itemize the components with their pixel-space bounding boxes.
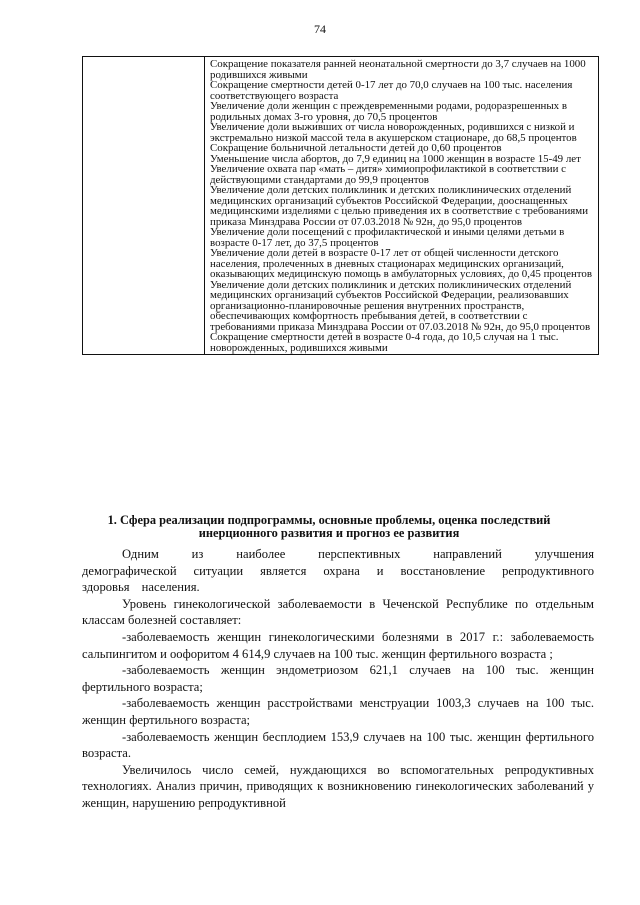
indicator-item: Сокращение смертности детей 0-17 лет до 70,0 случаев на 100 тыс. населения соответствующего возраста bbox=[210, 79, 573, 102]
table-indicators-cell bbox=[205, 57, 599, 355]
table-row bbox=[83, 57, 599, 355]
indicator-item: Сокращение смертности детей в возрасте 0-4 года, до 10,5 случая на 1 тыс. новорожденных, родившихся живыми bbox=[210, 331, 559, 354]
paragraph: Одним из наиболее перспективных направлений улучшения демографической ситуации является охрана и восстановление репродуктивного здоровья населения. bbox=[82, 547, 594, 595]
indicator-item: Увеличение охвата пар «мать – дитя» химиопрофилактикой в соответствии с действующими стандартами до 99,9 процентов bbox=[210, 163, 566, 186]
indicator-item: Увеличение доли выживших от числа новорожденных, родившихся с низкой и экстремально низкой массой тела в акушерском стационаре, до 68,5 процентов bbox=[210, 121, 577, 144]
indicator-item: Уменьшение числа абортов, до 7,9 единиц на 1000 женщин в возрасте 15-49 лет bbox=[210, 152, 581, 165]
indicator-item: Увеличение доли детских поликлиник и детских поликлинических отделений медицинских организаций субъектов Российской Федерации, реализовавших организационно-планировочные решения внутренних пространств, обеспечивающих комфортность пребывания детей, в соответствии с требованиями приказа Минздрава России от 07.03.2018 № 92н, до 95,0 процентов bbox=[210, 278, 591, 333]
paragraph: Уровень гинекологической заболеваемости в Чеченской Республике по отдельным классам болезней составляет: bbox=[82, 596, 594, 628]
paragraph: -заболеваемость женщин эндометриозом 621,1 случаев на 100 тыс. женщин фертильного возраста; bbox=[82, 663, 594, 694]
page-number: 74 bbox=[314, 22, 326, 36]
table-label-cell bbox=[83, 57, 205, 355]
indicator-item: Сокращение показателя ранней неонатальной смертности до 3,7 случаев на 1000 родившихся живыми bbox=[210, 58, 586, 81]
paragraph: -заболеваемость женщин гинекологическими болезнями в 2017 г.: заболеваемость сальпингитом и оофоритом 4 614,9 случаев на 100 тыс. женщин фертильного возраста ; bbox=[82, 629, 594, 661]
indicator-item: Увеличение доли детских поликлиник и детских поликлинических отделений медицинских организаций субъектов Российской Федерации, дооснащенных медицинскими изделиями с целью приведения их в соответствие с требованиями приказа Минздрава России от 07.03.2018 № 92н, до 95,0 процентов bbox=[210, 184, 589, 228]
indicator-item: Увеличение доли женщин с преждевременными родами, родоразрешенных в родильных домах 3-го уровня, до 70,5 процентов bbox=[210, 100, 567, 123]
body-text bbox=[82, 546, 594, 812]
paragraph: Увеличилось число семей, нуждающихся во вспомогательных репродуктивных технологиях. Анализ причин, приводящих к возникновению гинекологических заболеваний у женщин, нарушению репродуктивной bbox=[82, 762, 594, 810]
indicator-item: Сокращение больничной летальности детей до 0,60 процентов bbox=[210, 142, 502, 154]
paragraph: -заболеваемость женщин бесплодием 153,9 случаев на 100 тыс. женщин фертильного возраста. bbox=[82, 729, 594, 761]
indicators-table bbox=[82, 56, 599, 355]
indicator-item: Увеличение доли посещений с профилактической и иными целями детьми в возрасте 0-17 лет, до 37,5 процентов bbox=[210, 226, 565, 249]
paragraph: -заболеваемость женщин расстройствами менструации 1003,3 случаев на 100 тыс. женщин фертильного возраста; bbox=[82, 696, 594, 727]
section-heading: 1. Сфера реализации подпрограммы, основные проблемы, оценка последствий инерционного развития и прогноз ее развития bbox=[107, 513, 551, 540]
indicator-item: Увеличение доли детей в возрасте 0-17 лет от общей численности детского населения, пролеченных в дневных стационарах медицинских организаций, оказывающих медицинскую помощь в амбулаторных условиях, до 0,45 процентов bbox=[210, 247, 592, 280]
